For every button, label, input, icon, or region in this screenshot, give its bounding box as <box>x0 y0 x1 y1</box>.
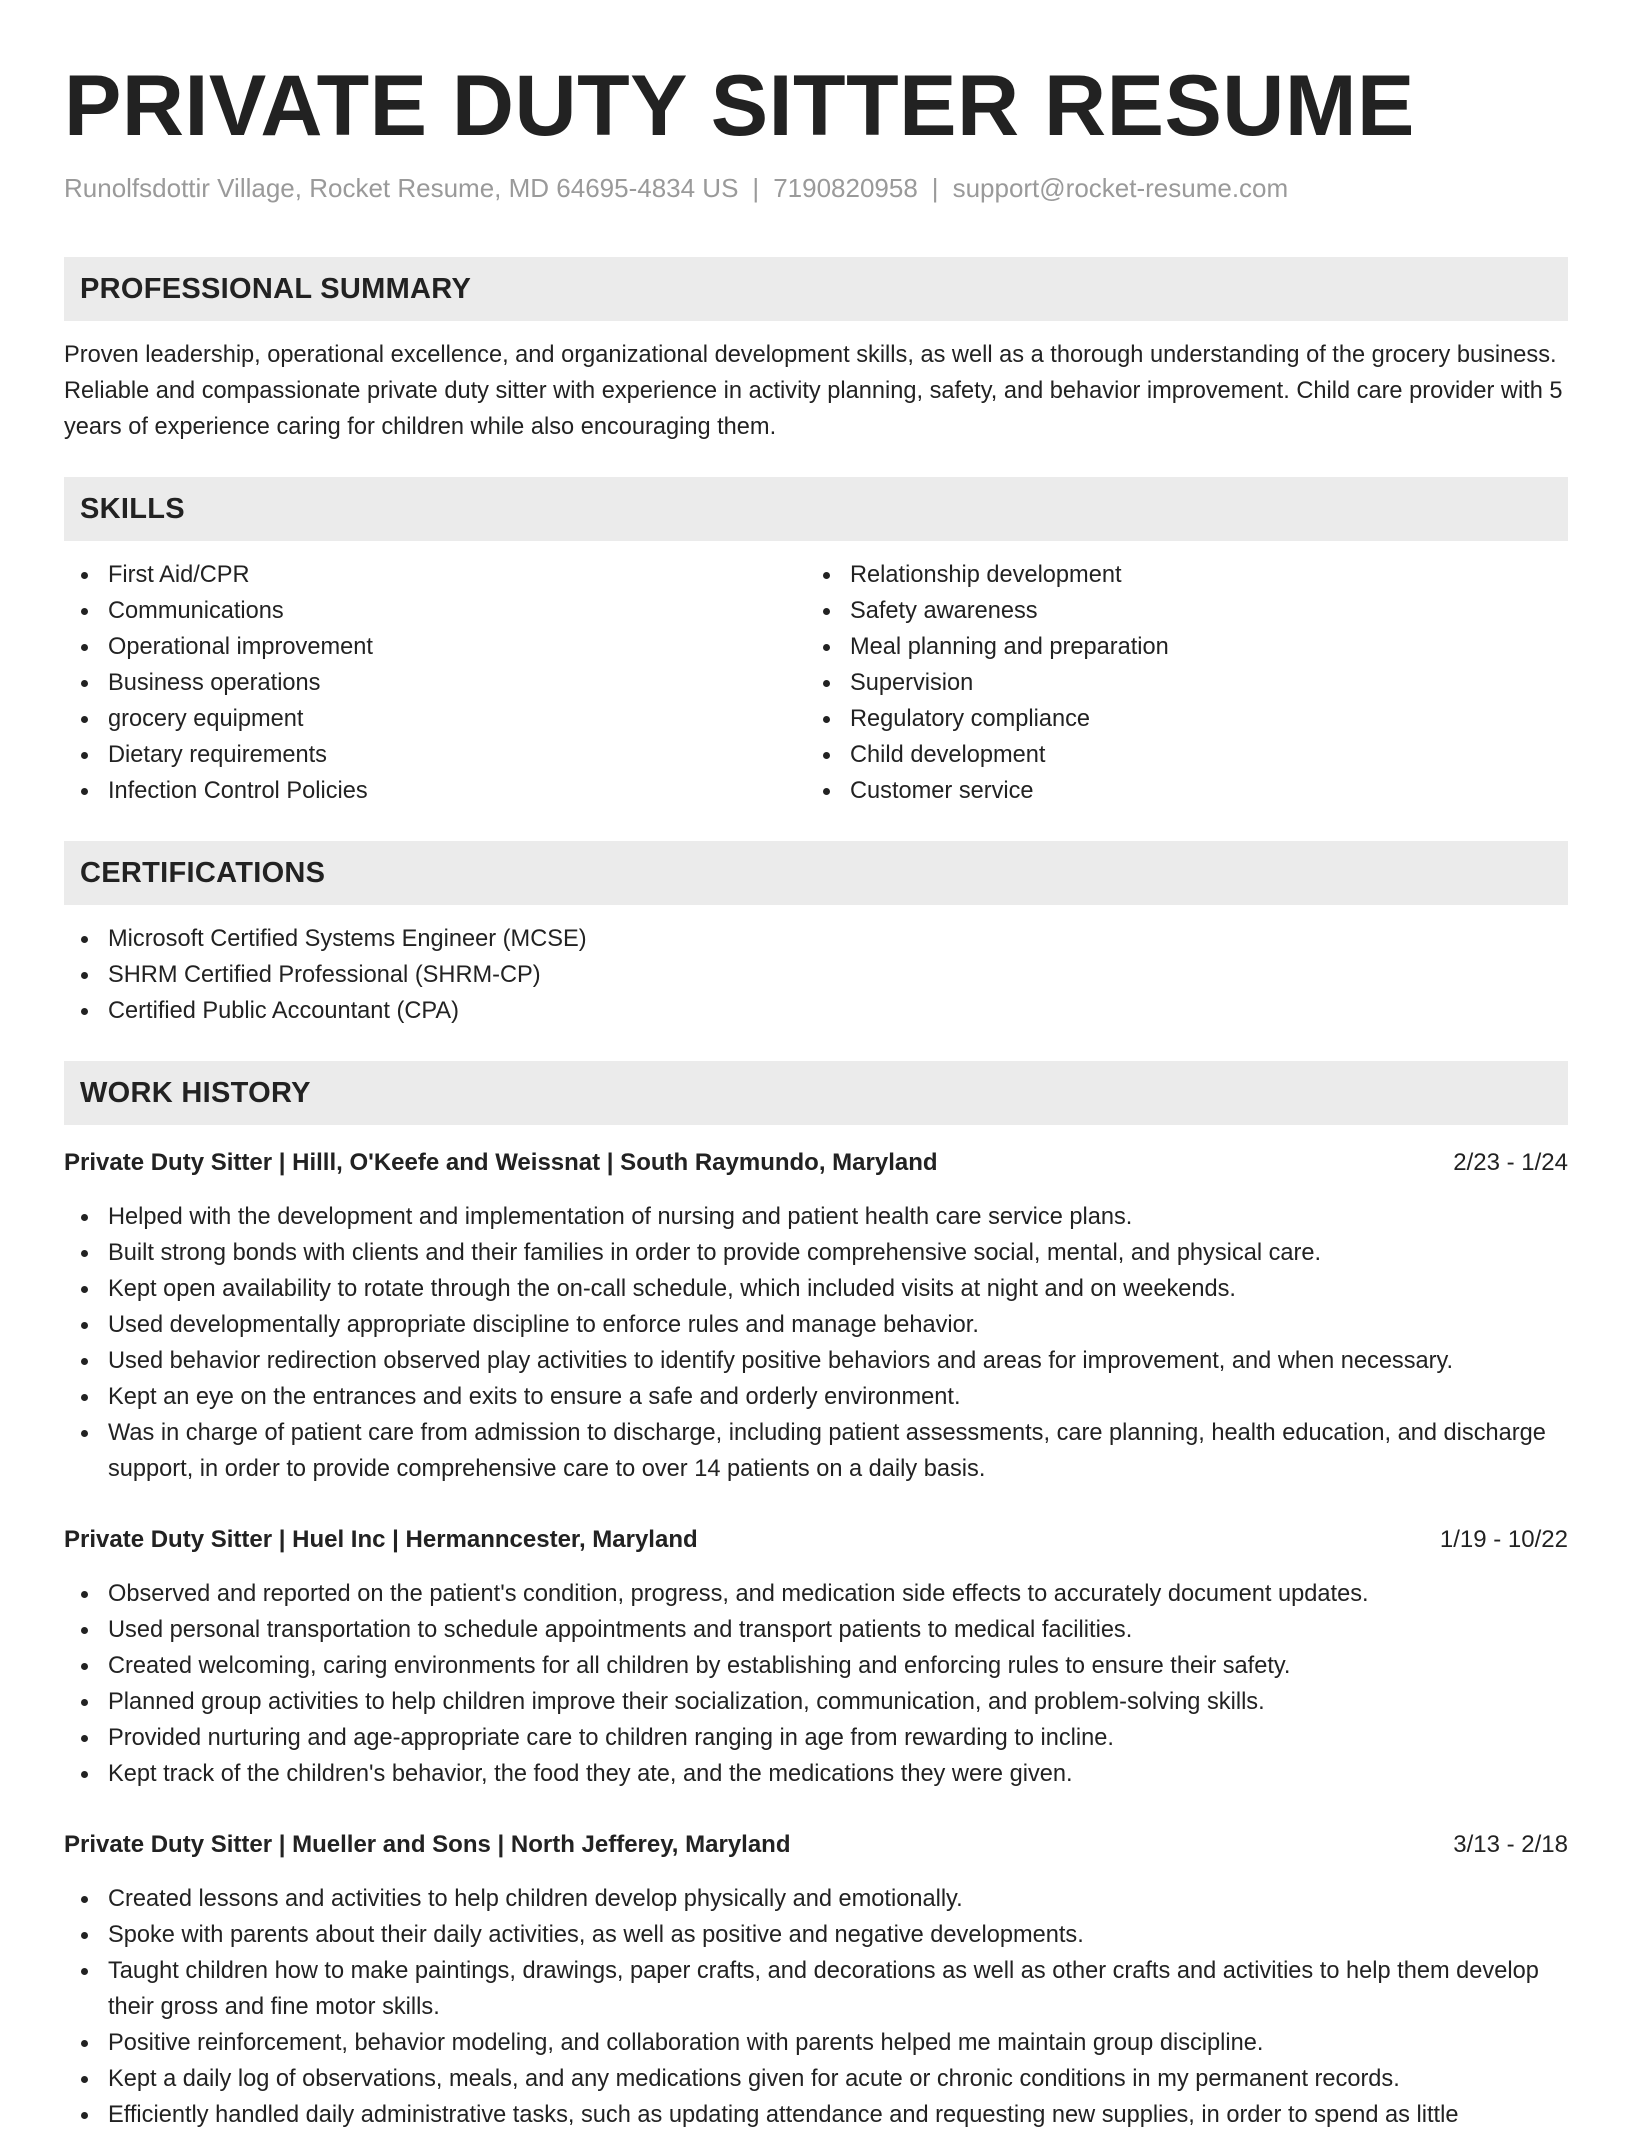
contact-separator: | <box>752 173 760 203</box>
job-header <box>64 1522 1568 1558</box>
job-header <box>64 1145 1568 1181</box>
job-bullet: Kept open availability to rotate through the on-call schedule, which included visits at night and on weekends. <box>64 1271 1568 1307</box>
job-bullet: Kept an eye on the entrances and exits to ensure a safe and orderly environment. <box>64 1379 1568 1415</box>
contact-email: support@rocket-resume.com <box>952 173 1289 203</box>
job-bullet: Taught children how to make paintings, drawings, paper crafts, and decorations as well as other crafts and activities to help them develop their gross and fine motor skills. <box>64 1953 1568 2025</box>
skill-item: First Aid/CPR <box>64 557 806 593</box>
job-bullets <box>64 1199 1568 1487</box>
summary-text: Proven leadership, operational excellence, and organizational development skills, as well as a thorough understanding of the grocery business. Reliable and compassionate private duty sitter with experience in activity planning, safety, and behavior improvement. Child care provider with 5 years of experience caring for children while also encouraging them. <box>64 342 1563 440</box>
job-bullets <box>64 1881 1568 2133</box>
section-heading-skills: SKILLS <box>64 477 1568 541</box>
contact-address: Runolfsdottir Village, Rocket Resume, MD 64695-4834 US <box>64 173 739 203</box>
job-title: Private Duty Sitter | Mueller and Sons | North Jefferey, Maryland <box>64 1831 791 1858</box>
skill-item: Regulatory compliance <box>806 701 1548 737</box>
job-entry <box>64 1145 1568 1487</box>
job-bullet: Used behavior redirection observed play activities to identify positive behaviors and areas for improvement, and when necessary. <box>64 1343 1568 1379</box>
skill-item: Child development <box>806 737 1548 773</box>
job-dates: 3/13 - 2/18 <box>1453 1831 1568 1858</box>
job-title: Private Duty Sitter | Hilll, O'Keefe and Weissnat | South Raymundo, Maryland <box>64 1149 938 1176</box>
job-bullet: Used developmentally appropriate discipline to enforce rules and manage behavior. <box>64 1307 1568 1343</box>
job-bullet: Helped with the development and implementation of nursing and patient health care service plans. <box>64 1199 1568 1235</box>
certifications-list <box>64 921 1568 1029</box>
job-bullet: Provided nurturing and age-appropriate care to children ranging in age from rewarding to incline. <box>64 1720 1568 1756</box>
contact-phone: 7190820958 <box>773 173 918 203</box>
contact-line <box>64 170 1568 206</box>
skills-grid <box>64 557 1568 809</box>
contact-separator: | <box>931 173 939 203</box>
job-bullet: Was in charge of patient care from admission to discharge, including patient assessments, care planning, health education, and discharge support, in order to provide comprehensive care to over 14 patients on a daily basis. <box>64 1415 1568 1487</box>
job-bullets <box>64 1576 1568 1792</box>
skill-item: Relationship development <box>806 557 1548 593</box>
skills-list-right <box>806 557 1548 809</box>
skill-item: Dietary requirements <box>64 737 806 773</box>
job-dates: 2/23 - 1/24 <box>1453 1149 1568 1176</box>
job-header <box>64 1827 1568 1863</box>
skill-item: Supervision <box>806 665 1548 701</box>
job-bullet: Positive reinforcement, behavior modeling, and collaboration with parents helped me maintain group discipline. <box>64 2025 1568 2061</box>
section-heading-certifications: CERTIFICATIONS <box>64 841 1568 905</box>
certification-item: Certified Public Accountant (CPA) <box>64 993 1568 1029</box>
job-bullet: Kept track of the children's behavior, the food they ate, and the medications they were given. <box>64 1756 1568 1792</box>
job-bullet: Planned group activities to help children improve their socialization, communication, and problem-solving skills. <box>64 1684 1568 1720</box>
skill-item: Safety awareness <box>806 593 1548 629</box>
job-title: Private Duty Sitter | Huel Inc | Hermanncester, Maryland <box>64 1526 698 1553</box>
skills-list-left <box>64 557 806 809</box>
certification-item: SHRM Certified Professional (SHRM-CP) <box>64 957 1568 993</box>
job-bullet: Built strong bonds with clients and their families in order to provide comprehensive social, mental, and physical care. <box>64 1235 1568 1271</box>
job-bullet: Efficiently handled daily administrative tasks, such as updating attendance and requesting new supplies, in order to spend as little <box>64 2097 1568 2133</box>
section-heading-summary: PROFESSIONAL SUMMARY <box>64 257 1568 321</box>
job-bullet: Created lessons and activities to help children develop physically and emotionally. <box>64 1881 1568 1917</box>
job-bullet: Kept a daily log of observations, meals, and any medications given for acute or chronic conditions in my permanent records. <box>64 2061 1568 2097</box>
skill-item: grocery equipment <box>64 701 806 737</box>
skill-item: Communications <box>64 593 806 629</box>
job-dates: 1/19 - 10/22 <box>1439 1526 1568 1553</box>
resume-title: PRIVATE DUTY SITTER RESUME <box>64 58 1415 154</box>
job-bullet: Spoke with parents about their daily activities, as well as positive and negative developments. <box>64 1917 1568 1953</box>
skill-item: Infection Control Policies <box>64 773 806 809</box>
job-bullet: Observed and reported on the patient's condition, progress, and medication side effects to accurately document updates. <box>64 1576 1568 1612</box>
skill-item: Meal planning and preparation <box>806 629 1548 665</box>
section-heading-work-history: WORK HISTORY <box>64 1061 1568 1125</box>
skill-item: Business operations <box>64 665 806 701</box>
job-entry <box>64 1522 1568 1792</box>
job-bullet: Created welcoming, caring environments for all children by establishing and enforcing rules to ensure their safety. <box>64 1648 1568 1684</box>
job-bullet: Used personal transportation to schedule appointments and transport patients to medical facilities. <box>64 1612 1568 1648</box>
certification-item: Microsoft Certified Systems Engineer (MCSE) <box>64 921 1568 957</box>
resume-page <box>64 56 1568 2133</box>
skill-item: Operational improvement <box>64 629 806 665</box>
job-entry <box>64 1827 1568 2133</box>
skill-item: Customer service <box>806 773 1548 809</box>
